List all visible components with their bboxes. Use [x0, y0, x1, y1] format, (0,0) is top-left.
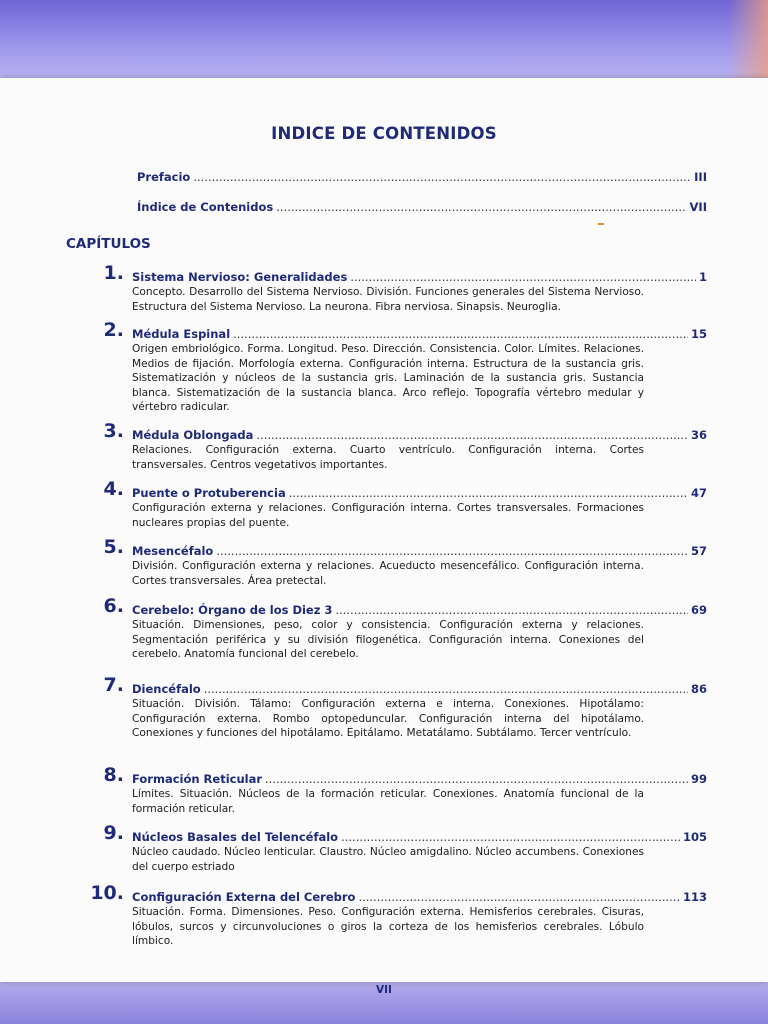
chapter-description: Límites. Situación. Núcleos de la formación reticular. Conexiones. Anatomía funcional de la formación reticular. — [132, 788, 644, 815]
chapter-number: 10. — [90, 882, 124, 904]
chapter-title: Núcleos Basales del Telencéfalo — [132, 830, 339, 844]
dot-leader — [204, 682, 688, 696]
chapter-description: Núcleo caudado. Núcleo lenticular. Claustro. Núcleo amigdalino. Núcleo accumbens. Conexiones del cuerpo estriado — [132, 846, 644, 873]
chapter-heading — [132, 682, 707, 696]
dot-leader — [193, 170, 691, 184]
toc-entry-label: Prefacio — [137, 170, 191, 184]
dot-leader — [216, 544, 688, 558]
chapter-number: 9. — [103, 822, 124, 844]
chapters-heading: CAPÍTULOS — [66, 236, 151, 252]
toc-entry-label: Índice de Contenidos — [137, 200, 274, 214]
chapter-page: 15 — [690, 327, 707, 341]
chapter-heading — [132, 890, 707, 904]
chapter-number: 6. — [103, 595, 124, 617]
chapter-description: Concepto. Desarrollo del Sistema Nervioso. División. Funciones generales del Sistema Nervioso. Estructura del Sistema Nervioso. La neurona. Fibra nerviosa. Sinapsis. Neuroglia. — [132, 286, 644, 313]
toc-entry-prefacio[interactable] — [137, 170, 707, 184]
chapter-description: Situación. División. Tálamo: Configuración externa e interna. Conexiones. Hipotálamo: Configuración externa. Rombo optopeduncular. Configuración interna del hipotálamo. Conexiones y funciones del hipotálamo. Epitálamo. Metatálamo. Subtálamo. Tercer ventrículo. — [132, 698, 644, 740]
chapter-description: Situación. Dimensiones, peso, color y consistencia. Configuración externa y relaciones. Segmentación periférica y su división filogenética. Configuración interna. Conexiones del cerebelo. Anatomía funcional del cerebelo. — [132, 619, 644, 661]
dot-leader — [256, 428, 688, 442]
chapter-page: 105 — [682, 830, 707, 844]
chapter-heading — [132, 603, 707, 617]
chapter-description: Relaciones. Configuración externa. Cuarto ventrículo. Configuración interna. Cortes transversales. Centros vegetativos importantes. — [132, 444, 644, 471]
chapter-page: 113 — [682, 890, 707, 904]
chapter-heading — [132, 428, 707, 442]
chapter-heading — [132, 772, 707, 786]
chapter-title: Puente o Protuberencia — [132, 486, 286, 500]
chapter-title: Configuración Externa del Cerebro — [132, 890, 356, 904]
chapter-description: Configuración externa y relaciones. Configuración interna. Cortes transversales. Formaciones nucleares propias del puente. — [132, 502, 644, 529]
chapter-page: 47 — [690, 486, 707, 500]
chapter-number: 2. — [103, 319, 124, 341]
chapter-page: 86 — [690, 682, 707, 696]
chapter-number: 8. — [103, 764, 124, 786]
footer-page-number: VII — [376, 984, 392, 996]
toc-entry-indice[interactable] — [137, 200, 707, 214]
dot-leader — [276, 200, 686, 214]
chapter-title: Diencéfalo — [132, 682, 201, 696]
chapter-number: 3. — [103, 420, 124, 442]
chapter-page: 99 — [690, 772, 707, 786]
document-page — [0, 78, 768, 996]
chapter-title: Cerebelo: Órgano de los Diez 3 — [132, 603, 333, 617]
dot-leader — [335, 603, 688, 617]
chapter-description: Situación. Forma. Dimensiones. Peso. Configuración externa. Hemisferios cerebrales. Cisuras, lóbulos, surcos y circunvoluciones o giros la corteza de los hemisferios cerebrales. Lóbulo límbico. — [132, 906, 644, 948]
chapter-title: Mesencéfalo — [132, 544, 214, 558]
chapter-heading — [132, 270, 707, 284]
dot-leader — [289, 486, 688, 500]
chapter-number: 7. — [103, 674, 124, 696]
toc-entry-page: III — [694, 170, 707, 184]
chapter-heading — [132, 327, 707, 341]
chapter-page: 1 — [698, 270, 707, 284]
chapter-page: 69 — [690, 603, 707, 617]
chapter-title: Sistema Nervioso: Generalidades — [132, 270, 348, 284]
chapter-title: Médula Espinal — [132, 327, 231, 341]
chapter-description: Origen embriológico. Forma. Longitud. Peso. Dirección. Consistencia. Color. Límites. Relaciones. Medios de fijación. Morfología externa. Configuración interna. Estructura de la sustancia gris. Sistematización y núcleos de la sustancia gris. Laminación de la sustancia gris. Sustancia blanca. Sistematización de la sustancia blanca. Arco reflejo. Topografía vértebro medular y vértebro radicular. — [132, 343, 644, 414]
toc-entry-page: VII — [689, 200, 707, 214]
chapter-title: Formación Reticular — [132, 772, 263, 786]
page-title: INDICE DE CONTENIDOS — [271, 124, 497, 143]
chapter-page: 57 — [690, 544, 707, 558]
chapter-heading — [132, 830, 707, 844]
orange-mark — [598, 223, 604, 225]
chapter-title: Médula Oblongada — [132, 428, 254, 442]
chapter-number: 1. — [103, 262, 124, 284]
chapter-page: 36 — [690, 428, 707, 442]
dot-leader — [341, 830, 680, 844]
background-bottom — [0, 975, 768, 1024]
dot-leader — [233, 327, 688, 341]
dot-leader — [265, 772, 688, 786]
chapter-number: 5. — [103, 536, 124, 558]
chapter-description: División. Configuración externa y relaciones. Acueducto mesencefálico. Configuración interna. Cortes transversales. Área pretectal. — [132, 560, 644, 587]
dot-leader — [358, 890, 680, 904]
chapter-number: 4. — [103, 478, 124, 500]
chapter-heading — [132, 544, 707, 558]
dot-leader — [350, 270, 696, 284]
chapter-heading — [132, 486, 707, 500]
